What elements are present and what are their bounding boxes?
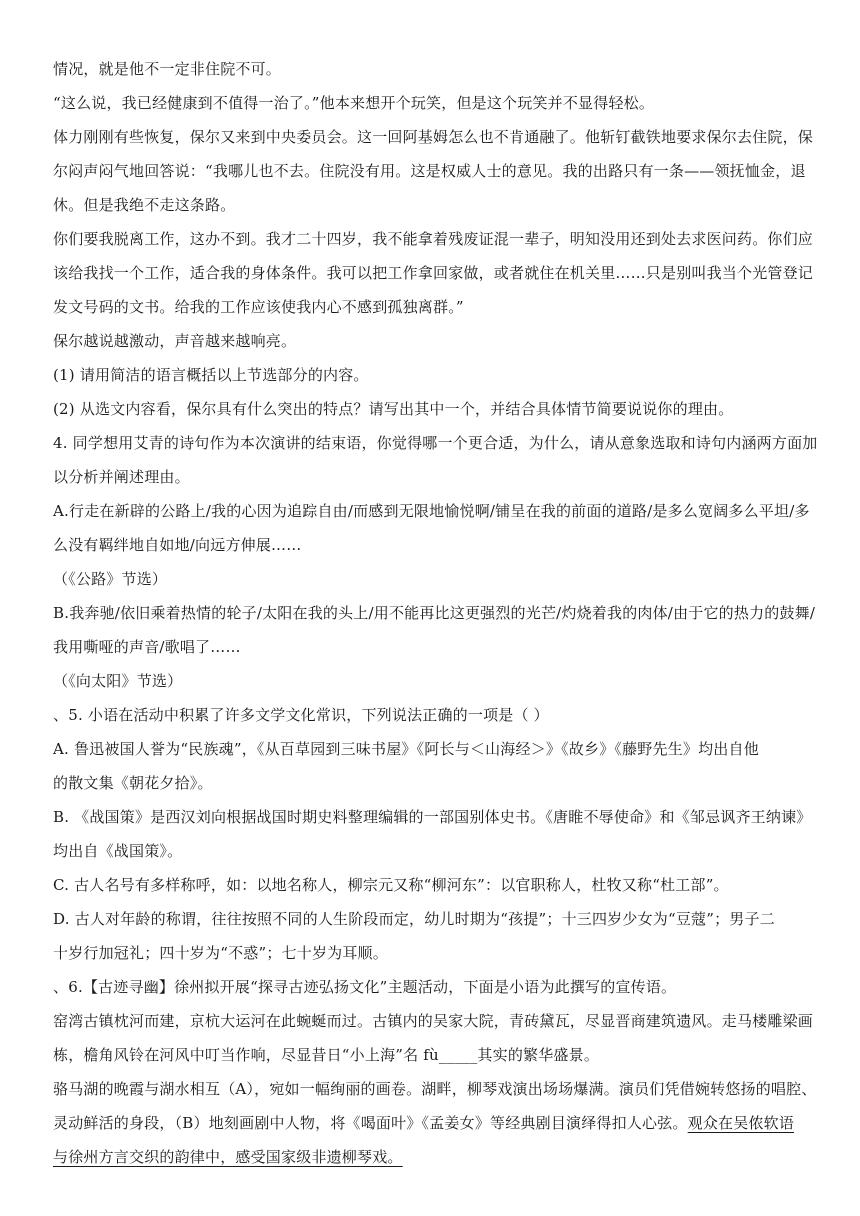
poem-source: （《公路》节选）	[53, 570, 168, 588]
text-line: 体力刚刚有些恢复，保尔又来到中央委员会。这一回阿基姆怎么也不肯通融了。他斩钉截铁地要求保尔去住院，保	[53, 128, 814, 146]
option-line: 均出自《战国策》。	[53, 842, 183, 860]
underlined-text: 观众在吴侬软语	[687, 1114, 795, 1132]
poem-line: 我用嘶哑的声音/歌唱了……	[53, 638, 241, 656]
document-page	[53, 52, 818, 1174]
text-line: 你们要我脱离工作，这办不到。我才二十四岁，我不能拿着残废证混一辈子，明知没用还到处去求医问药。你们应	[53, 230, 814, 248]
poem-line: B.我奔驰/依旧乘着热情的轮子/太阳在我的头上/用不能再比这更强烈的光芒/灼烧着我的肉体/由于它的热力的鼓舞/	[53, 604, 816, 622]
option-line: B. 《战国策》是西汉刘向根据战国时期史料整理编辑的一部国别体史书。《唐睢不辱使命》和《邹忌讽齐王纳谏》	[53, 808, 812, 826]
question-line: (2) 从选文内容看，保尔具有什么突出的特点？请写出其中一个，并结合具体情节简要说说你的理由。	[53, 400, 734, 418]
text-line: 保尔越说越激动，声音越来越响亮。	[53, 332, 297, 350]
poem-line: 么没有羁绊地自如地/向远方伸展……	[53, 536, 302, 554]
question-line: 、5. 小语在活动中积累了许多文学文化常识，下列说法正确的一项是（ ）	[53, 706, 549, 724]
option-line: 十岁行加冠礼；四十岁为“不惑”；七十岁为耳顺。	[53, 944, 388, 962]
option-line: D. 古人对年龄的称谓，往往按照不同的人生阶段而定，幼儿时期为“孩提”；十三四岁少女为“豆蔻”；男子二	[53, 910, 775, 928]
text-line	[53, 1140, 813, 1174]
poem-line: A.行走在新辟的公路上/我的心因为追踪自由/而感到无限地愉悦啊/铺呈在我的前面的道路/是多么宽阔多么平坦/多	[53, 502, 810, 520]
text-line: 尔闷声闷气地回答说：“我哪儿也不去。住院没有用。这是权威人士的意见。我的出路只有一条——领抚恤金，退	[53, 162, 806, 180]
underlined-text: 与徐州方言交织的韵律中，感受国家级非遗柳琴戏。	[53, 1148, 403, 1166]
text-line: 窑湾古镇枕河而建，京杭大运河在此蜿蜒而过。古镇内的吴家大院，青砖黛瓦，尽显晋商建筑遗风。走马楼雕梁画	[53, 1012, 814, 1030]
option-line: 的散文集《朝花夕拾》。	[53, 774, 213, 792]
question-line: 、6.【古迹寻幽】徐州拟开展“探寻古迹弘扬文化”主题活动，下面是小语为此撰写的宣传语。	[53, 978, 677, 996]
text-line: 该给我找一个工作，适合我的身体条件。我可以把工作拿回家做，或者就住在机关里……只是别叫我当个光管登记	[53, 264, 814, 282]
poem-source: （《向太阳》节选）	[53, 672, 183, 690]
question-line: (1) 请用简洁的语言概括以上节选部分的内容。	[53, 366, 369, 384]
text-line: 发文号码的文书。给我的工作应该使我内心不感到孤独离群。”	[53, 298, 464, 316]
text-line: 骆马湖的晚霞与湖水相互（A），宛如一幅绚丽的画卷。湖畔，柳琴戏演出场场爆满。演员们凭借婉转悠扬的唱腔、	[53, 1080, 817, 1098]
text-line: 休。但是我绝不走这条路。	[53, 196, 236, 214]
question-line: 以分析并阐述理由。	[53, 468, 190, 486]
text-segment: 灵动鲜活的身段，（B）地刻画剧中人物，将《喝面叶》《孟姜女》等经典剧目演绎得扣人心弦。	[53, 1114, 688, 1132]
text-line	[53, 1106, 813, 1140]
question-line: 4. 同学想用艾青的诗句作为本次演讲的结束语，你觉得哪一个更合适，为什么，请从意象选取和诗句内涵两方面加	[53, 434, 818, 452]
option-line: A. 鲁迅被国人誉为“民族魂”，《从百草园到三味书屋》《阿长与＜山海经＞》《故乡》《藤野先生》均出自他	[53, 740, 759, 758]
option-line: C. 古人名号有多样称呼，如：以地名称人，柳宗元又称“柳河东”：以官职称人，杜牧又称“杜工部”。	[53, 876, 729, 894]
text-line: “这么说，我已经健康到不值得一治了。”他本来想开个玩笑，但是这个玩笑并不显得轻松。	[53, 94, 655, 112]
text-line: 栋，檐角风铃在河风中叮当作响，尽显昔日“小上海”名 fù_____其实的繁华盛景。	[53, 1046, 600, 1064]
text-line: 情况，就是他不一定非住院不可。	[53, 60, 282, 78]
